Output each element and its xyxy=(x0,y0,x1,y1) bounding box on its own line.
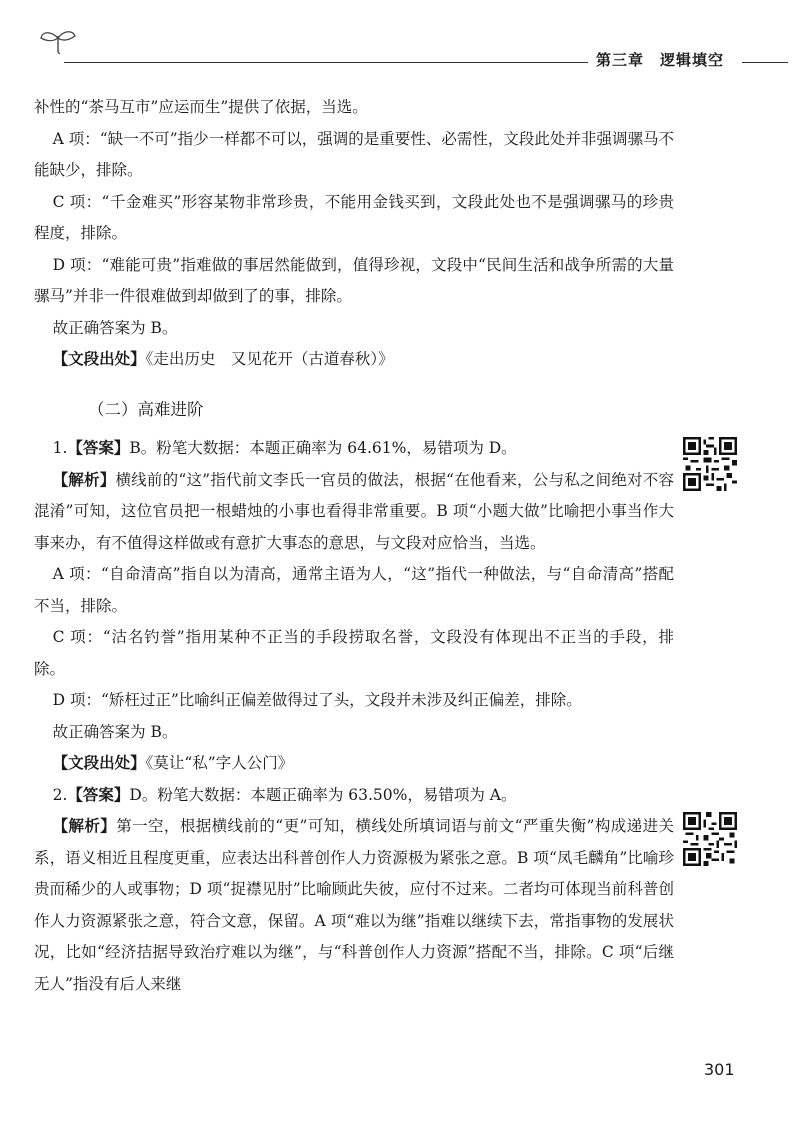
explanation xyxy=(34,811,674,1000)
paragraph: A 项：“自命清高”指自以为清高，通常主语为人，“这”指代一种做法，与“自命清高”搭配不当，排除。 xyxy=(34,565,674,615)
page-body xyxy=(34,92,674,1000)
paragraph: C 项：“沽名钓誉”指用某种不正当的手段捞取名誉，文段没有体现出不正当的手段，排除。 xyxy=(34,628,674,678)
explanation-text: 第一空，根据横线前的“更”可知，横线处所填词语与前文“严重失衡”构成递进关系，语义相近且程度更重，应表达出科普创作人力资源极为紧张之意。B 项“凤毛麟角”比喻珍贵而稀少的人或事物；D 项“捉襟见肘”比喻顾此失彼，应付不过来。二者均可体现当前科普创作人力资源紧张之意，符合文意，保留。A 项“难以为继”指难以继续下去，常指事物的发展状况，比如“经济拮据导致治疗难以为继”，与“科普创作人力资源”搭配不当，排除。C 项“后继无人”指没有后人来继 xyxy=(34,817,674,993)
source-label: 【文段出处】 xyxy=(52,350,146,368)
paragraph: D 项：“难能可贵”指难做的事居然能做到，值得珍视，文段中“民间生活和战争所需的大量骡马”并非一件很难做到却做到了的事，排除。 xyxy=(34,255,674,305)
header-rule xyxy=(64,62,588,63)
paragraph: D 项：“矫枉过正”比喻纠正偏差做得过了头，文段并未涉及纠正偏差，排除。 xyxy=(52,691,582,709)
question-number: 2. xyxy=(52,785,68,804)
source-text: 《走出历史 又见花开（古道春秋）》 xyxy=(145,350,394,368)
paragraph: C 项：“千金难买”形容某物非常珍贵，不能用金钱买到，文段此处也不是强调骡马的珍贵程度，排除。 xyxy=(34,192,674,242)
paragraph: A 项：“缺一不可”指少一样都不可以，强调的是重要性、必需性，文段此处并非强调骡马不能缺少，排除。 xyxy=(34,129,674,179)
question-number: 1. xyxy=(52,439,68,457)
page-header xyxy=(0,0,800,80)
qr-code-icon[interactable] xyxy=(683,437,737,491)
chapter-heading xyxy=(596,49,724,70)
explanation-label: 【解析】 xyxy=(52,470,116,489)
answer-label: 【答案】 xyxy=(67,785,130,804)
chapter-title: 逻辑填空 xyxy=(660,51,725,69)
page-number: 301 xyxy=(704,1060,735,1079)
answer-line xyxy=(34,780,674,812)
answer-line xyxy=(34,433,674,465)
header-rule-right xyxy=(742,62,788,63)
answer-label: 【答案】 xyxy=(67,439,130,457)
explanation-text: 横线前的“这”指代前文李氏一官员的做法，根据“在他看来，公与私之间绝对不容混淆”可知，这位官员把一根蜡烛的小事也看得非常重要。B 项“小题大做”比喻把小事当作大事来办，有不值得这样做或有意扩大事态的意思，与文段对应恰当，当选。 xyxy=(34,470,674,552)
qr-code-icon[interactable] xyxy=(683,812,737,866)
source-label: 【文段出处】 xyxy=(52,754,146,772)
sprout-leaf-icon xyxy=(38,26,78,54)
chapter-number: 第三章 xyxy=(596,51,645,69)
answer-text: D。粉笔大数据：本题正确率为 63.50%，易错项为 A。 xyxy=(129,785,517,804)
section-title: （二）高难进阶 xyxy=(88,399,204,419)
source-line xyxy=(34,748,674,780)
paragraph: 故正确答案为 B。 xyxy=(52,318,178,337)
paragraph: 补性的“茶马互市”应运而生”提供了依据，当选。 xyxy=(34,98,368,116)
explanation xyxy=(34,465,674,560)
source-text: 《莫让“私”字人公门》 xyxy=(145,754,294,772)
source-line xyxy=(34,344,674,376)
paragraph: 故正确答案为 B。 xyxy=(52,722,178,741)
explanation-label: 【解析】 xyxy=(52,817,117,835)
answer-text: B。粉笔大数据：本题正确率为 64.61%，易错项为 D。 xyxy=(129,439,517,457)
